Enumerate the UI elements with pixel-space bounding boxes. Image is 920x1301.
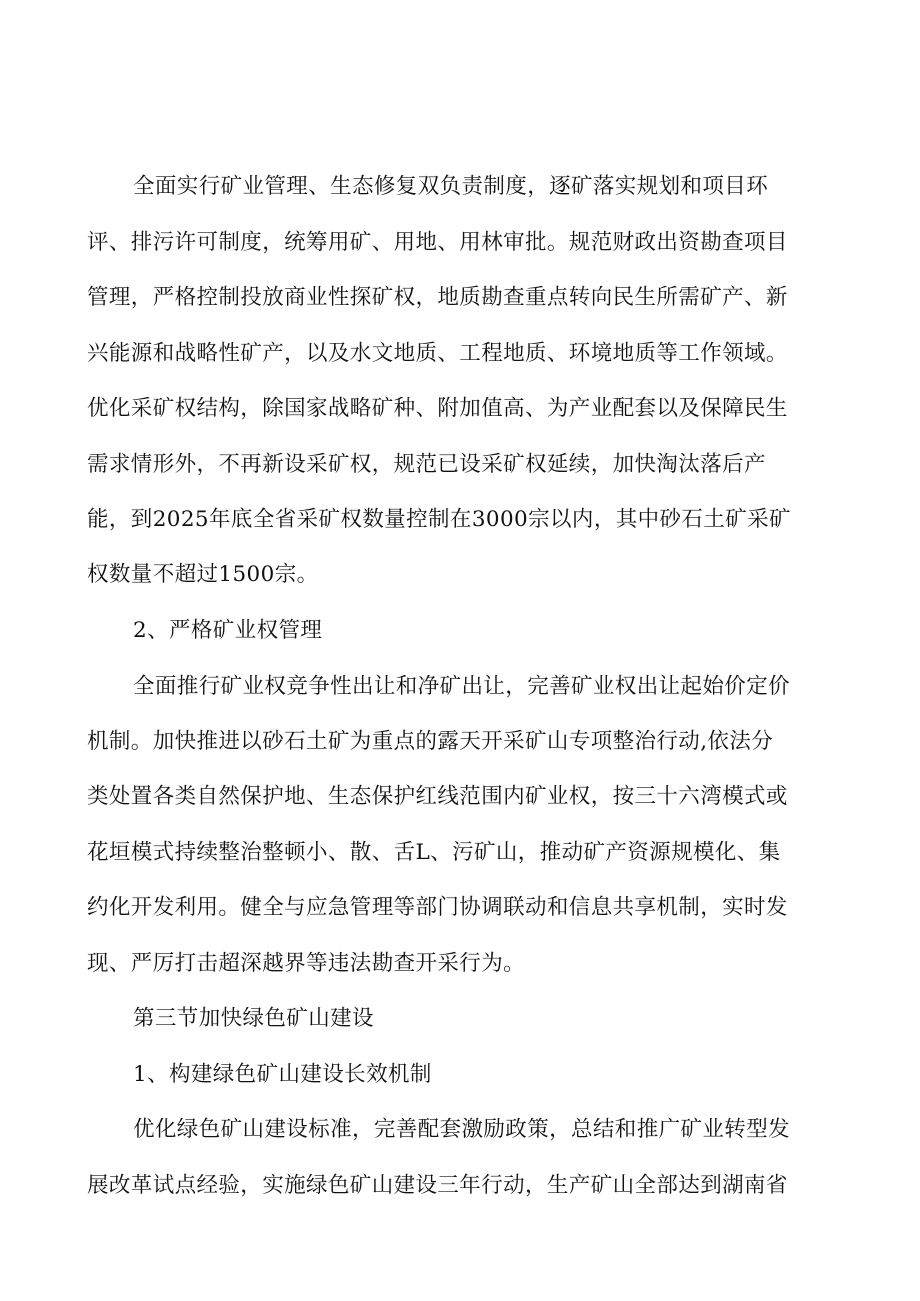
paragraph-2-line-2: 机制。加快推进以砂石土矿为重点的露天开采矿山专项整治行动,依法分 xyxy=(87,729,774,754)
paragraph-1-line-3: 管理，严格控制投放商业性探矿权，地质勘查重点转向民生所需矿产、新 xyxy=(87,285,788,310)
paragraph-3-line-1: 优化绿色矿山建设标准，完善配套激励政策，总结和推广矿业转型发 xyxy=(133,1117,791,1142)
subsection-heading-1: 1、构建绿色矿山建设长效机制 xyxy=(133,1062,432,1087)
section-heading-2: 2、严格矿业权管理 xyxy=(133,618,323,643)
paragraph-2-line-6: 现、严厉打击超深越界等违法勘查开采行为。 xyxy=(87,951,526,976)
paragraph-3-line-2: 展改革试点经验，实施绿色矿山建设三年行动，生产矿山全部达到湖南省 xyxy=(87,1173,788,1198)
paragraph-1-line-1: 全面实行矿业管理、生态修复双负责制度，逐矿落实规划和项目环 xyxy=(133,174,769,199)
section-heading-3: 第三节加快绿色矿山建设 xyxy=(133,1006,374,1031)
paragraph-1-line-6: 需求情形外，不再新设采矿权，规范已设采矿权延续，加快淘汰落后产 xyxy=(87,452,766,477)
paragraph-2-line-1: 全面推行矿业权竞争性出让和净矿出让，完善矿业权出让起始价定价 xyxy=(133,674,791,699)
paragraph-1-line-5: 优化采矿权结构，除国家战略矿种、附加值高、为产业配套以及保障民生 xyxy=(87,396,788,421)
paragraph-1-line-2: 评、排污许可制度，统筹用矿、用地、用林审批。规范财政出资勘查项目 xyxy=(87,230,788,255)
paragraph-2-line-5: 约化开发利用。健全与应急管理等部门协调联动和信息共享机制，实时发 xyxy=(87,895,788,920)
paragraph-1-line-7: 能，到2025年底全省采矿权数量控制在3000宗以内，其中砂石土矿采矿 xyxy=(87,507,791,532)
paragraph-1-line-4: 兴能源和战略性矿产，以及水文地质、工程地质、环境地质等工作领域。 xyxy=(87,341,788,366)
paragraph-2-line-4: 花垣模式持续整治整顿小、散、舌L、污矿山，推动矿产资源规模化、集 xyxy=(87,840,781,865)
paragraph-2-line-3: 类处置各类自然保护地、生态保护红线范围内矿业权，按三十六湾模式或 xyxy=(87,784,788,809)
paragraph-1-line-8: 权数量不超过1500宗。 xyxy=(87,562,319,587)
